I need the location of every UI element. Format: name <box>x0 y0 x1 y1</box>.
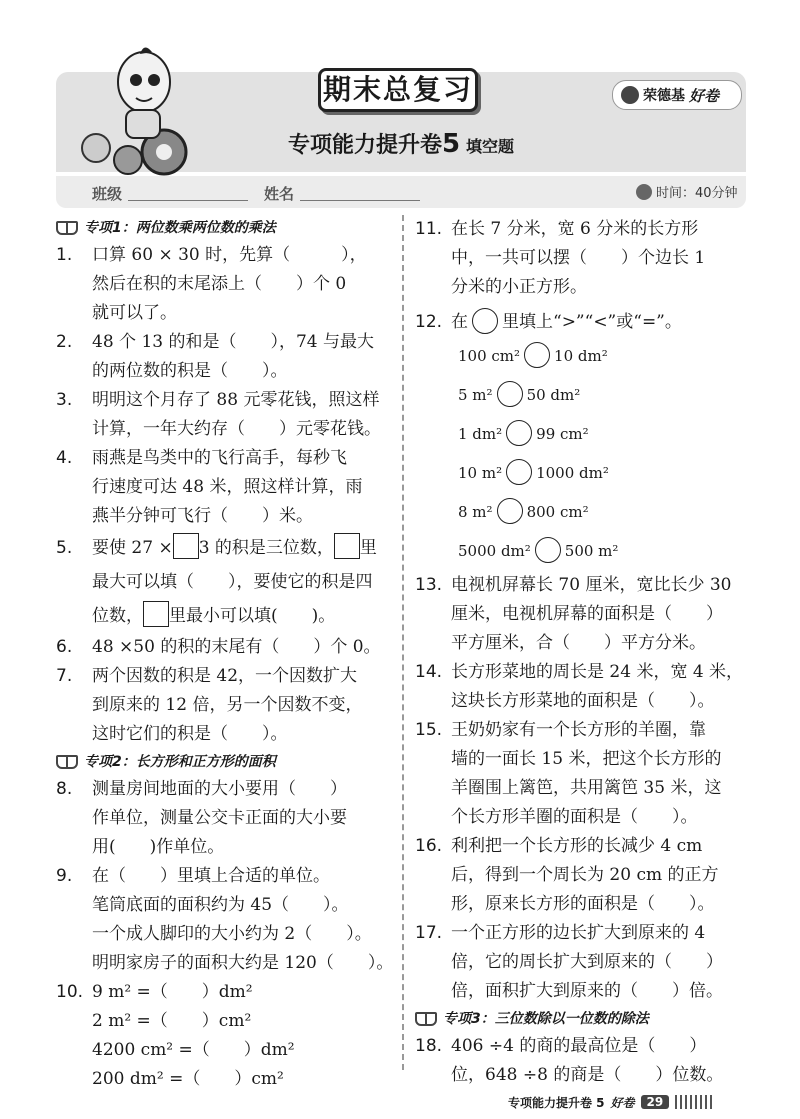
name-field[interactable] <box>300 200 420 201</box>
section-title: 专项3：三位数除以一位数的除法 <box>443 1011 649 1027</box>
question-text: 这时它们的积是（ ）。 <box>92 724 288 744</box>
question-text: 200 dm² =（ ）cm² <box>92 1069 284 1089</box>
compare-row <box>415 376 747 415</box>
compare-right: 800 cm² <box>526 503 589 521</box>
question-text: 位，648 ÷8 的商是（ ）位数。 <box>451 1065 724 1085</box>
compare-right: 10 dm² <box>554 347 608 365</box>
question-text: 燕半分钟可飞行（ ）米。 <box>92 506 313 526</box>
question-text: 406 ÷4 的商的最高位是（ ） <box>451 1036 707 1056</box>
question-number: 16. <box>415 836 443 856</box>
class-field[interactable] <box>128 200 248 201</box>
compare-circle[interactable] <box>497 498 523 524</box>
brand-name: 荣德基 <box>643 88 685 104</box>
question-15 <box>415 716 747 832</box>
question-text: 测量房间地面的大小要用（ ） <box>92 779 347 799</box>
section-heading <box>56 215 394 241</box>
question-number: 7. <box>56 666 73 686</box>
question-text: 长方形菜地的周长是 24 米，宽 4 米， <box>451 662 744 682</box>
question-text: 在长 7 分米，宽 6 分米的长方形 <box>451 219 699 239</box>
compare-circle[interactable] <box>524 342 550 368</box>
question-13 <box>415 571 747 658</box>
question-17 <box>415 919 747 1006</box>
question-6 <box>56 633 394 662</box>
page-footer <box>508 1092 746 1112</box>
question-8 <box>56 775 394 862</box>
question-text: 两个因数的积是 42，一个因数扩大 <box>92 666 358 686</box>
question-text: 后，得到一个周长为 20 cm 的正方 <box>451 865 719 885</box>
question-text: 在 <box>451 312 468 332</box>
question-11 <box>415 215 747 302</box>
question-text: 里填上“>”“<”或“=”。 <box>502 312 682 332</box>
section-title: 专项2：长方形和正方形的面积 <box>84 754 276 770</box>
question-12 <box>415 308 747 337</box>
question-2 <box>56 328 394 386</box>
question-text: 要使 27 × <box>92 538 173 558</box>
book-icon <box>56 221 78 235</box>
compare-row <box>415 337 747 376</box>
question-text: 9 m² =（ ）dm² <box>92 982 253 1002</box>
question-number: 3. <box>56 390 73 410</box>
compare-left: 1 dm² <box>458 425 503 443</box>
question-9 <box>56 862 394 978</box>
question-number: 10. <box>56 982 84 1002</box>
compare-row <box>415 493 747 532</box>
question-text: 电视机屏幕长 70 厘米，宽比长少 30 <box>451 575 732 595</box>
question-text: 的两位数的积是（ ）。 <box>92 361 288 381</box>
info-bar <box>56 176 746 208</box>
question-14 <box>415 658 747 716</box>
question-10 <box>56 978 394 1094</box>
question-text: 个长方形羊圈的面积是（ ）。 <box>451 807 698 827</box>
question-16 <box>415 832 747 919</box>
question-text: 作单位，测量公交卡正面的大小要 <box>92 808 347 828</box>
question-number: 1. <box>56 245 73 265</box>
brand-avatar-icon <box>621 86 639 104</box>
question-text: 用( )作单位。 <box>92 837 225 857</box>
right-column <box>415 215 747 1090</box>
question-text: 雨燕是鸟类中的飞行高手，每秒飞 <box>92 448 347 468</box>
class-label: 班级 <box>92 185 123 203</box>
question-number: 14. <box>415 662 443 682</box>
question-text: 笔筒底面的面积约为 45（ ）。 <box>92 895 349 915</box>
question-text: 形，原来长方形的面积是（ ）。 <box>451 894 715 914</box>
question-text: 这块长方形菜地的面积是（ ）。 <box>451 691 715 711</box>
footer-hatch-decoration <box>675 1095 715 1109</box>
book-icon <box>415 1012 437 1026</box>
column-divider <box>402 215 404 1070</box>
compare-right: 500 m² <box>564 542 619 560</box>
question-text: 4200 cm² =（ ）dm² <box>92 1040 295 1060</box>
compare-left: 5000 dm² <box>458 542 531 560</box>
section-heading <box>415 1006 747 1032</box>
footer-logo: 好卷 <box>610 1095 635 1110</box>
question-text: 最大可以填（ ），要使它的积是四 <box>92 572 373 592</box>
question-4 <box>56 444 394 531</box>
brand-logo: 好卷 <box>689 86 720 105</box>
question-18 <box>415 1032 747 1090</box>
question-number: 13. <box>415 575 443 595</box>
question-text: 厘米，电视机屏幕的面积是（ ） <box>451 604 723 624</box>
question-number: 15. <box>415 720 443 740</box>
question-3 <box>56 386 394 444</box>
question-text: 平方厘米，合（ ）平方分米。 <box>451 633 706 653</box>
page-number: 29 <box>641 1095 670 1109</box>
question-number: 6. <box>56 637 73 657</box>
question-text: 分米的小正方形。 <box>451 277 587 297</box>
question-text: 倍，它的周长扩大到原来的（ ） <box>451 952 723 972</box>
question-text: 计算，一年大约存（ ）元零花钱。 <box>92 419 381 439</box>
subtitle-prefix: 专项能力提升卷 <box>287 133 442 158</box>
question-text: 一个正方形的边长扩大到原来的 4 <box>451 923 706 943</box>
question-number: 18. <box>415 1036 443 1056</box>
section-heading <box>56 749 394 775</box>
compare-left: 5 m² <box>458 386 493 404</box>
left-column <box>56 215 394 1094</box>
mascot-illustration <box>66 40 196 180</box>
question-text: 羊圈围上篱笆，共用篱笆 35 米，这 <box>451 778 722 798</box>
paper-subtitle <box>56 128 746 159</box>
compare-circle[interactable] <box>506 420 532 446</box>
question-text: 3 的积是三位数， <box>198 538 334 558</box>
question-text: 口算 60 × 30 时，先算（ ）， <box>92 245 367 265</box>
question-text: 里 <box>359 538 377 558</box>
subtitle-number: 5 <box>441 129 461 159</box>
answer-box[interactable] <box>334 533 360 559</box>
question-number: 5. <box>56 538 73 558</box>
question-number: 11. <box>415 219 443 239</box>
question-5 <box>56 531 394 633</box>
compare-circle <box>472 308 498 334</box>
question-text: 然后在积的末尾添上（ ）个 0 <box>92 274 347 294</box>
question-text: 一个成人脚印的大小约为 2（ ）。 <box>92 924 372 944</box>
footer-label: 专项能力提升卷 5 <box>508 1095 605 1110</box>
name-label: 姓名 <box>264 185 295 203</box>
question-number: 2. <box>56 332 73 352</box>
question-text: 48 个 13 的和是（ ），74 与最大 <box>92 332 375 352</box>
question-text: 里最小可以填( )。 <box>169 606 336 626</box>
question-text: 明明这个月存了 88 元零花钱，照这样 <box>92 390 380 410</box>
page-title: 期末总复习 <box>318 68 478 112</box>
time-text: 时间：40分钟 <box>656 186 738 201</box>
question-number: 8. <box>56 779 73 799</box>
section-title: 专项1：两位数乘两位数的乘法 <box>84 220 276 236</box>
question-number: 17. <box>415 923 443 943</box>
question-number: 4. <box>56 448 73 468</box>
compare-circle[interactable] <box>535 537 561 563</box>
compare-row <box>415 415 747 454</box>
question-7 <box>56 662 394 749</box>
question-text: 在（ ）里填上合适的单位。 <box>92 866 330 886</box>
book-icon <box>56 755 78 769</box>
question-text: 48 ×50 的积的末尾有（ ）个 0。 <box>92 637 381 657</box>
compare-row <box>415 532 747 571</box>
question-text: 倍，面积扩大到原来的（ ）倍。 <box>451 981 723 1001</box>
question-text: 2 m² =（ ）cm² <box>92 1011 252 1031</box>
compare-left: 10 m² <box>458 464 503 482</box>
question-text: 明明家房子的面积大约是 120（ ）。 <box>92 953 394 973</box>
question-1 <box>56 241 394 328</box>
question-text: 就可以了。 <box>92 303 177 323</box>
question-text: 到原来的 12 倍，另一个因数不变， <box>92 695 363 715</box>
compare-right: 99 cm² <box>536 425 589 443</box>
compare-right: 1000 dm² <box>536 464 609 482</box>
compare-circle[interactable] <box>497 381 523 407</box>
subtitle-tag: 填空题 <box>466 137 515 156</box>
question-text: 利利把一个长方形的长减少 4 cm <box>451 836 703 856</box>
compare-row <box>415 454 747 493</box>
question-text: 中，一共可以摆（ ）个边长 1 <box>451 248 706 268</box>
brand-badge <box>612 80 742 110</box>
question-text: 行速度可达 48 米，照这样计算，雨 <box>92 477 363 497</box>
compare-circle[interactable] <box>506 459 532 485</box>
compare-right: 50 dm² <box>526 386 581 404</box>
compare-left: 100 cm² <box>458 347 521 365</box>
question-number: 9. <box>56 866 73 886</box>
time-limit <box>636 182 738 201</box>
question-text: 墙的一面长 15 米，把这个长方形的 <box>451 749 722 769</box>
answer-box[interactable] <box>173 533 199 559</box>
question-number: 12. <box>415 312 443 332</box>
clock-icon <box>636 184 652 200</box>
question-text: 王奶奶家有一个长方形的羊圈，靠 <box>451 720 706 740</box>
compare-left: 8 m² <box>458 503 493 521</box>
question-text: 位数， <box>92 606 143 626</box>
answer-box[interactable] <box>143 601 169 627</box>
